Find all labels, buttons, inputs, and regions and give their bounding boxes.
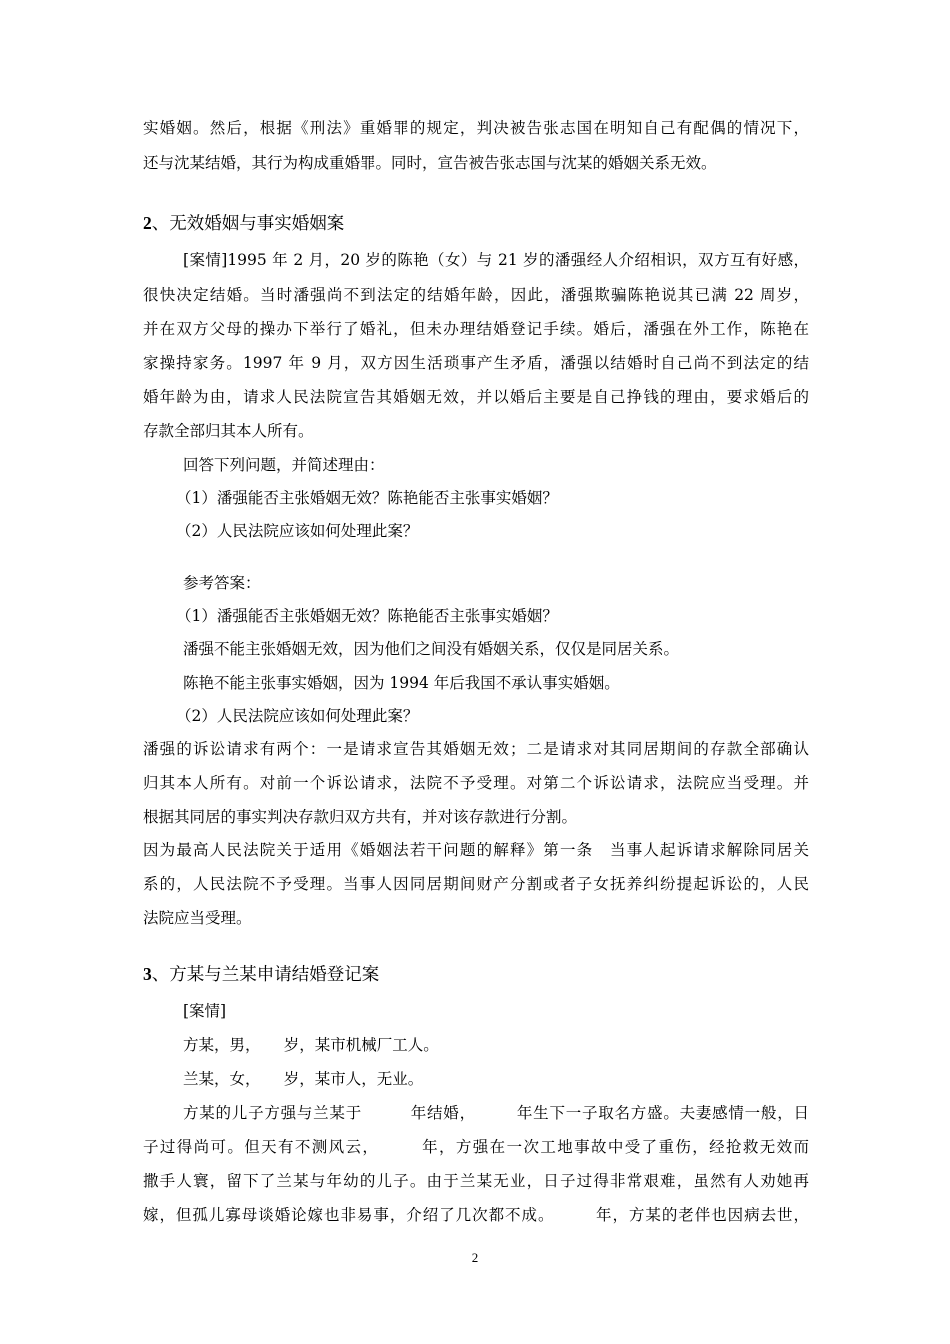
section-number: 3 [143,964,152,984]
page-number: 2 [471,1250,479,1265]
paragraph-line: 方某的儿子方强与兰某于 年结婚， 年生下一子取名方盛。夫妻感情一般，日 [183,1104,809,1122]
paragraph-line: 存款全部归其本人所有。 [143,422,314,440]
paragraph-line: 还与沈某结婚，其行为构成重婚罪。同时，宣告被告张志国与沈某的婚姻关系无效。 [143,154,717,172]
answer-line: 根据其同居的事实判决存款归双方共有，并对该存款进行分割。 [143,808,578,826]
answer-line: 法院应当受理。 [143,909,252,927]
case-label: [案情] [183,1002,227,1020]
paragraph-line: 实婚姻。然后，根据《刑法》重婚罪的规定，判决被告张志国在明知自己有配偶的情况下， [143,119,809,137]
reference-answer-label: 参考答案： [183,574,261,592]
paragraph-line: 并在双方父母的操办下举行了婚礼，但未办理结婚登记手续。婚后，潘强在外工作，陈艳在 [143,320,809,338]
question-prompt: 回答下列问题，并简述理由： [183,456,385,474]
section-title: 、无效婚姻与事实婚姻案 [151,214,345,234]
answer-line: 陈艳不能主张事实婚姻，因为 1994 年后我国不承认事实婚姻。 [183,674,620,692]
answer-question-1: （1）潘强能否主张婚姻无效？陈艳能否主张事实婚姻？ [176,607,558,625]
answer-line: 归其本人所有。对前一个诉讼请求，法院不予受理。对第二个诉讼请求，法院应当受理。并 [143,774,809,792]
answer-line: 潘强的诉讼请求有两个：一是请求宣告其婚姻无效；二是请求对其同居期间的存款全部确认 [143,740,809,758]
section-heading-2 [143,210,809,237]
paragraph-line: 婚年龄为由，请求人民法院宣告其婚姻无效，并以婚后主要是自己挣钱的理由，要求婚后的 [143,388,809,406]
paragraph-line: 家操持家务。1997 年 9 月，双方因生活琐事产生矛盾，潘强以结婚时自己尚不到法定的结 [143,354,809,372]
answer-line: 潘强不能主张婚姻无效，因为他们之间没有婚姻关系，仅仅是同居关系。 [183,640,680,658]
question-1: （1）潘强能否主张婚姻无效？陈艳能否主张事实婚姻？ [176,489,558,507]
answer-line: 系的，人民法院不予受理。当事人因同居期间财产分割或者子女抚养纠纷提起诉讼的，人民 [143,875,809,893]
person-line: 方某，男， 岁，某市机械厂工人。 [183,1036,439,1054]
paragraph-line: 嫁，但孤儿寡母谈婚论嫁也非易事，介绍了几次都不成。 年，方某的老伴也因病去世， [143,1206,809,1224]
person-line: 兰某，女， 岁，某市人，无业。 [183,1070,424,1088]
answer-question-2: （2）人民法院应该如何处理此案？ [176,707,419,725]
paragraph-line: [案情]1995 年 2 月，20 岁的陈艳（女）与 21 岁的潘强经人介绍相识，双方互有好感， [183,251,809,269]
paragraph-line: 子过得尚可。但天有不测风云， 年，方强在一次工地事故中受了重伤，经抢救无效而 [143,1138,809,1156]
section-number: 2 [143,213,152,233]
section-heading-3 [143,961,809,988]
answer-line: 因为最高人民法院关于适用《婚姻法若干问题的解释》第一条 当事人起诉请求解除同居关 [143,841,809,859]
paragraph-line: 撒手人寰，留下了兰某与年幼的儿子。由于兰某无业，日子过得非常艰难，虽然有人劝她再 [143,1172,809,1190]
question-2: （2）人民法院应该如何处理此案？ [176,522,419,540]
paragraph-line: 很快决定结婚。当时潘强尚不到法定的结婚年龄，因此，潘强欺骗陈艳说其已满 22 周岁， [143,286,809,304]
section-title: 、方某与兰某申请结婚登记案 [151,965,380,985]
